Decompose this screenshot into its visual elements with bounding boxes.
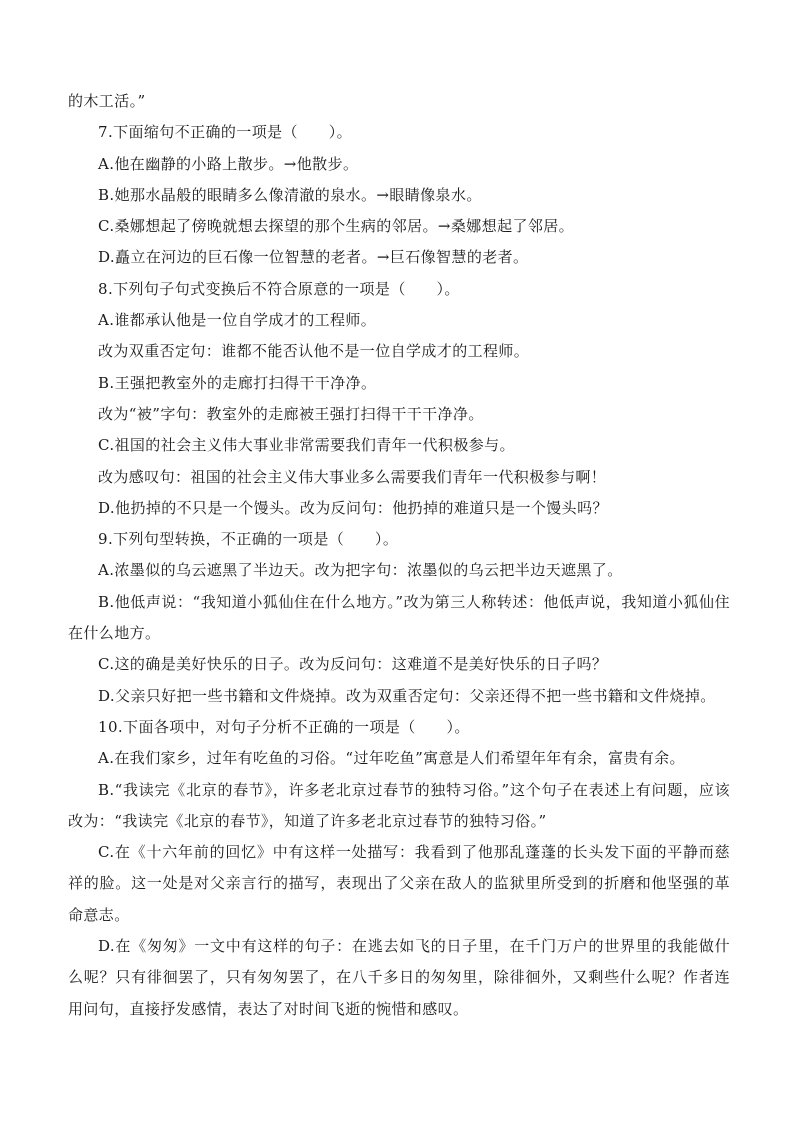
exam-page bbox=[68, 86, 730, 1025]
q10-option-c: C.在《十六年前的回忆》中有这样一处描写：我看到了他那乱蓬蓬的长头发下面的平静而慈祥的脸。这一处是对父亲言行的描写，表现出了父亲在敌人的监狱里所受到的折磨和他坚强的革命意志。 bbox=[68, 843, 730, 924]
q9-option-a: A.浓墨似的乌云遮黑了半边天。改为把字句：浓墨似的乌云把半边天遮黑了。 bbox=[98, 561, 623, 580]
q8-option-b: B.王强把教室外的走廊打扫得干干净净。 bbox=[98, 373, 377, 392]
continuation-line: 的木工活。” bbox=[68, 92, 146, 110]
q9-option-b: B.他低声说：“我知道小狐仙住在什么地方。”改为第三人称转述：他低声说，我知道小狐仙住在什么地方。 bbox=[68, 592, 730, 643]
q8-option-a: A.谁都承认他是一位自学成才的工程师。 bbox=[98, 311, 377, 330]
question-8: 8.下列句子句式变换后不符合原意的一项是（ ）。 bbox=[98, 279, 460, 298]
q7-option-b: B.她那水晶般的眼睛多么像清澈的泉水。→眼睛像泉水。 bbox=[98, 185, 482, 204]
question-7: 7.下面缩句不正确的一项是（ ）。 bbox=[98, 123, 353, 142]
q8-option-b-change: 改为“被”字句：教室外的走廊被王强打扫得干干干净净。 bbox=[98, 404, 484, 423]
q10-option-b: B.“我读完《北京的春节》，许多老北京过春节的独特习俗。”这个句子在表述上有问题，应该改为：“我读完《北京的春节》，知道了许多老北京过春节的独特习俗。” bbox=[68, 780, 730, 830]
q10-option-d: D.在《匆匆》一文中有这样的句子：在逃去如飞的日子里，在千门万户的世界里的我能做什么呢？只有徘徊罢了，只有匆匆罢了，在八千多日的匆匆里，除徘徊外，又剩些什么呢？作者连用问句，直接抒发感情，表达了对时间飞逝的惋惜和感叹。 bbox=[68, 937, 730, 1018]
q9-option-c: C.这的确是美好快乐的日子。改为反问句：这难道不是美好快乐的日子吗？ bbox=[98, 655, 608, 674]
q8-option-a-change: 改为双重否定句：谁都不能否认他不是一位自学成才的工程师。 bbox=[98, 342, 530, 361]
q8-option-c-change: 改为感叹句：祖国的社会主义伟大事业多么需要我们青年一代积极参与啊！ bbox=[98, 467, 607, 486]
q7-option-c: C.桑娜想起了傍晚就想去探望的那个生病的邻居。→桑娜想起了邻居。 bbox=[98, 217, 575, 236]
q9-option-d: D.父亲只好把一些书籍和文件烧掉。改为双重否定句：父亲还得不把一些书籍和文件烧掉。 bbox=[98, 686, 716, 705]
q8-option-c: C.祖国的社会主义伟大事业非常需要我们青年一代积极参与。 bbox=[98, 436, 515, 455]
q7-option-a: A.他在幽静的小路上散步。→他散步。 bbox=[98, 154, 359, 173]
q7-option-d: D.矗立在河边的巨石像一位智慧的老者。→巨石像智慧的老者。 bbox=[98, 248, 529, 267]
q8-option-d: D.他扔掉的不只是一个馒头。改为反问句：他扔掉的难道只是一个馒头吗？ bbox=[98, 498, 608, 517]
q10-option-a: A.在我们家乡，过年有吃鱼的习俗。“过年吃鱼”寓意是人们希望年年有余，富贵有余。 bbox=[98, 749, 685, 768]
question-10: 10.下面各项中，对句子分析不正确的一项是（ ）。 bbox=[98, 717, 470, 736]
question-9: 9.下列句型转换，不正确的一项是（ ）。 bbox=[98, 530, 399, 549]
